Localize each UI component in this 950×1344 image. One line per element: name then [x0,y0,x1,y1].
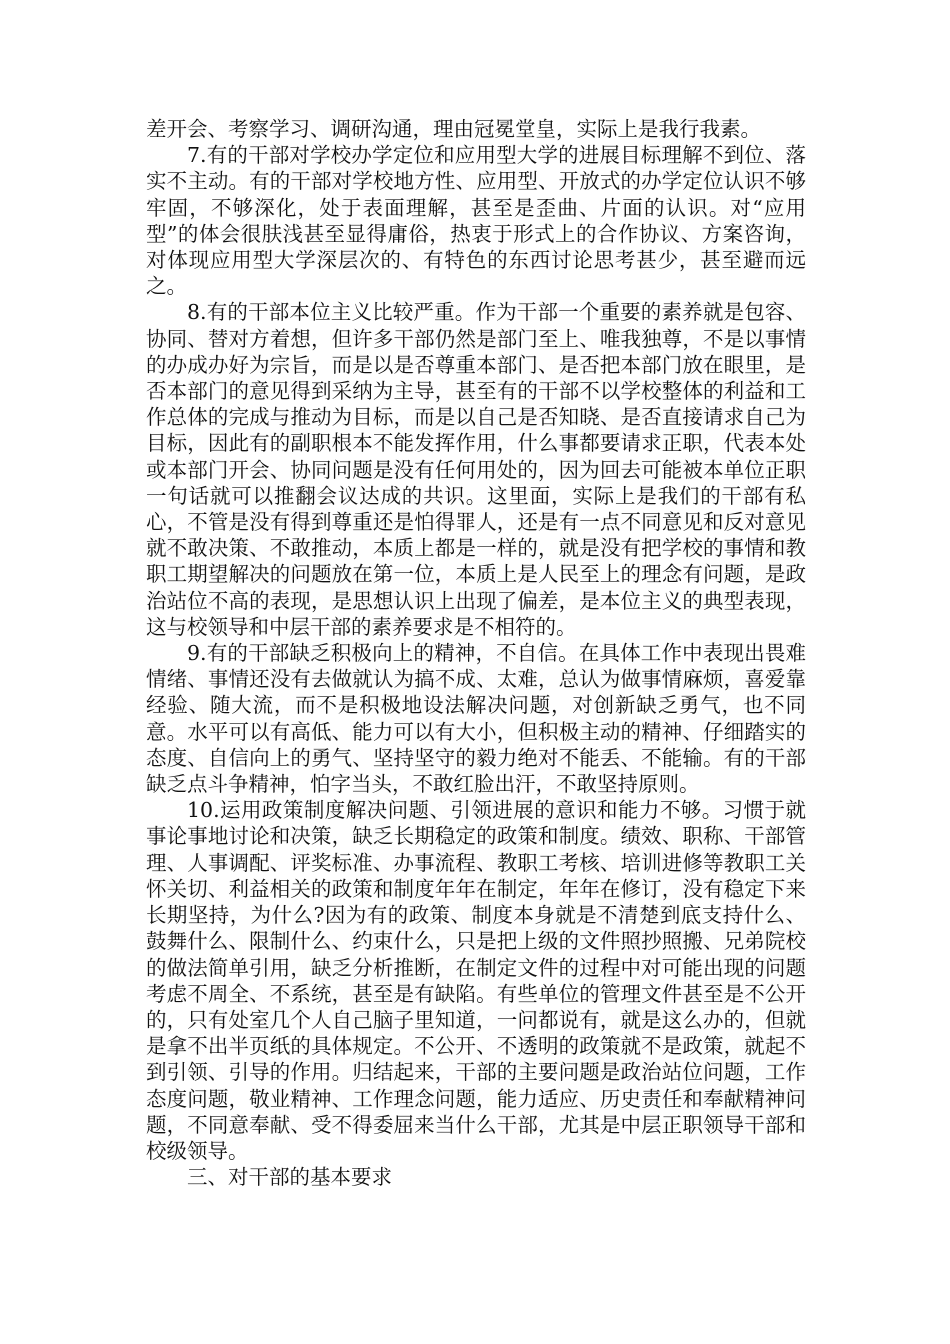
paragraph-item-8: 8.有的干部本位主义比较严重。作为干部一个重要的素养就是包容、协同、替对方着想，但许多干部仍然是部门至上、唯我独尊，不是以事情的办成办好为宗旨，而是以是否尊重本部门、是否把本部门放在眼里，是否本部门的意见得到采纳为主导，甚至有的干部不以学校整体的利益和工作总体的完成与推动为目标，而是以自己是否知晓、是否直接请求自己为目标，因此有的副职根本不能发挥作用，什么事都要请求正职，代表本处或本部门开会、协同问题是没有任何用处的，因为回去可能被本单位正职一句话就可以推翻会议达成的共识。这里面，实际上是我们的干部有私心，不管是没有得到尊重还是怕得罪人，还是有一点不同意见和反对意见就不敢决策、不敢推动，本质上都是一样的，就是没有把学校的事情和教职工期望解决的问题放在第一位，本质上是人民至上的理念有问题，是政治站位不高的表现，是思想认识上出现了偏差，是本位主义的典型表现，这与校领导和中层干部的素养要求是不相符的。 [146,300,806,639]
paragraph-item-10: 10.运用政策制度解决问题、引领进展的意识和能力不够。习惯于就事论事地讨论和决策，缺乏长期稳定的政策和制度。绩效、职称、干部管理、人事调配、评奖标准、办事流程、教职工考核、培训进修等教职工关怀关切、利益相关的政策和制度年年在制定，年年在修订，没有稳定下来长期坚持，为什么?因为有的政策、制度本身就是不清楚到底支持什么、鼓舞什么、限制什么、约束什么，只是把上级的文件照抄照搬、兄弟院校的做法简单引用，缺乏分析推断，在制定文件的过程中对可能出现的问题考虑不周全、不系统，甚至是有缺陷。有些单位的管理文件甚至是不公开的，只有处室几个人自己脑子里知道，一问都说有，就是这么办的，但就是拿不出半页纸的具体规定。不公开、不透明的政策就不是政策，就起不到引领、引导的作用。归结起来，干部的主要问题是政治站位问题，工作态度问题，敬业精神、工作理念问题，能力适应、历史责任和奉献精神问题，不同意奉献、受不得委屈来当什么干部，尤其是中层正职领导干部和校级领导。 [146,798,806,1163]
paragraph-item-7: 7.有的干部对学校办学定位和应用型大学的进展目标理解不到位、落实不主动。有的干部对学校地方性、应用型、开放式的办学定位认识不够牢固，不够深化，处于表面理解，甚至是歪曲、片面的认识。对“应用型”的体会很肤浅甚至显得庸俗，热衷于形式上的合作协议、方案咨询，对体现应用型大学深层次的、有特色的东西讨论思考甚少，甚至避而远之。 [146,143,806,299]
paragraph-item-9: 9.有的干部缺乏积极向上的精神，不自信。在具体工作中表现出畏难情绪、事情还没有去做就认为搞不成、太难，总认为做事情麻烦，喜爱靠经验、随大流，而不是积极地设法解决问题，对创新缺乏勇气，也不同意。水平可以有高低、能力可以有大小，但积极主动的精神、仔细踏实的态度、自信向上的勇气、坚持坚守的毅力绝对不能丢、不能输。有的干部缺乏点斗争精神，怕字当头，不敢红脸出汗，不敢坚持原则。 [146,641,806,797]
paragraph-continued: 差开会、考察学习、调研沟通，理由冠冕堂皇，实际上是我行我素。 [146,117,761,141]
section-heading: 三、对干部的基本要求 [187,1165,392,1190]
document-body [146,116,806,1190]
